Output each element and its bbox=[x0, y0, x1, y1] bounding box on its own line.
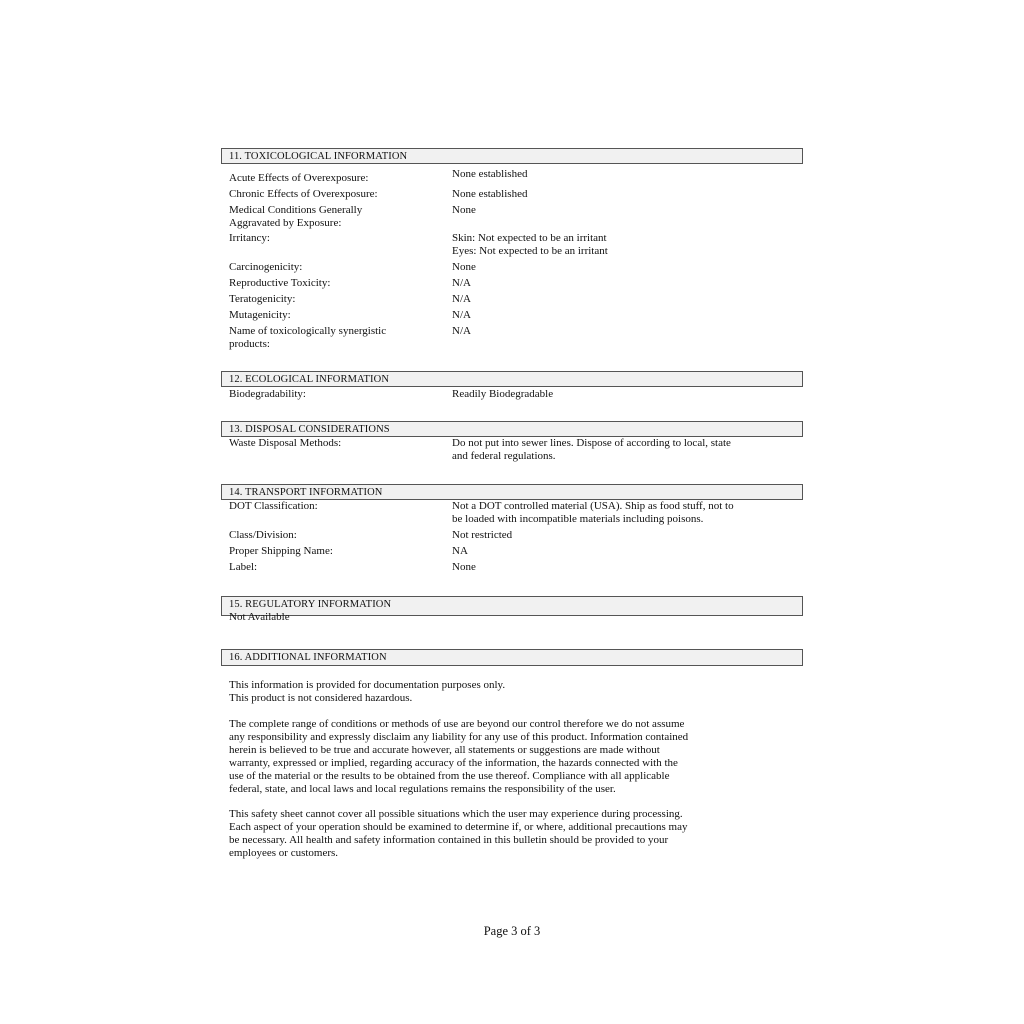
section-title: 12. ECOLOGICAL INFORMATION bbox=[229, 374, 389, 385]
page-number: Page 3 of 3 bbox=[483, 924, 541, 938]
section-header-ecological bbox=[221, 371, 803, 387]
field-label-mutagenicity: Mutagenicity: bbox=[229, 309, 291, 321]
field-value-biodegradability: Readily Biodegradable bbox=[452, 388, 554, 400]
field-label-carcinogenicity: Carcinogenicity: bbox=[229, 261, 303, 273]
paragraph-safety-sheet: This safety sheet cannot cover all possible situations which the user may experience during processing. Each aspect of your operation should be examined to determine if, or where, additional precautions may be necessary. All health and safety information contained in this bulletin should be provided to your employees or customers. bbox=[229, 808, 688, 859]
paragraph-documentation: This information is provided for documentation purposes only. This product is not considered hazardous. bbox=[229, 679, 506, 704]
field-value-label: None bbox=[452, 561, 476, 573]
section-title: 14. TRANSPORT INFORMATION bbox=[229, 487, 383, 498]
section-title: 16. ADDITIONAL INFORMATION bbox=[229, 652, 387, 663]
field-label-dot-classification: DOT Classification: bbox=[229, 500, 318, 512]
field-value-dot-classification: Not a DOT controlled material (USA). Ship as food stuff, not to be loaded with incompatible materials including poisons. bbox=[452, 500, 734, 525]
regulatory-body-text: Not Available bbox=[229, 611, 290, 623]
field-value-class-division: Not restricted bbox=[452, 529, 513, 541]
section-title: 15. REGULATORY INFORMATION bbox=[229, 599, 392, 610]
section-header-disposal bbox=[221, 421, 803, 437]
section-header-toxicological bbox=[221, 148, 803, 164]
field-label-chronic: Chronic Effects of Overexposure: bbox=[229, 188, 378, 200]
field-label-reproductive-toxicity: Reproductive Toxicity: bbox=[229, 277, 331, 289]
field-value-waste-disposal: Do not put into sewer lines. Dispose of according to local, state and federal regulations. bbox=[452, 437, 731, 462]
field-value-medical-conditions: None bbox=[452, 204, 476, 216]
section-header-transport bbox=[221, 484, 803, 500]
field-label-shipping-name: Proper Shipping Name: bbox=[229, 545, 333, 557]
field-label-teratogenicity: Teratogenicity: bbox=[229, 293, 296, 305]
field-label-medical-conditions: Medical Conditions Generally Aggravated by Exposure: bbox=[229, 204, 363, 229]
field-value-mutagenicity: N/A bbox=[452, 309, 471, 321]
field-value-acute: None established bbox=[452, 168, 528, 180]
field-value-chronic: None established bbox=[452, 188, 528, 200]
section-title: 13. DISPOSAL CONSIDERATIONS bbox=[229, 424, 390, 435]
field-label-synergistic-products: Name of toxicologically synergistic products: bbox=[229, 325, 387, 350]
field-label-biodegradability: Biodegradability: bbox=[229, 388, 306, 400]
field-value-irritancy: Skin: Not expected to be an irritant Eyes: Not expected to be an irritant bbox=[452, 232, 608, 257]
field-value-reproductive-toxicity: N/A bbox=[452, 277, 471, 289]
section-title: 11. TOXICOLOGICAL INFORMATION bbox=[229, 151, 408, 162]
field-label-class-division: Class/Division: bbox=[229, 529, 297, 541]
field-label-label: Label: bbox=[229, 561, 258, 573]
field-value-teratogenicity: N/A bbox=[452, 293, 471, 305]
field-value-shipping-name: NA bbox=[452, 545, 468, 557]
field-value-carcinogenicity: None bbox=[452, 261, 476, 273]
field-value-synergistic-products: N/A bbox=[452, 325, 471, 337]
field-label-irritancy: Irritancy: bbox=[229, 232, 270, 244]
paragraph-disclaimer: The complete range of conditions or methods of use are beyond our control therefore we do not assume any responsibility and expressly disclaim any liability for any use of this product. Information contained herein is believed to be true and accurate however, all statements or suggestions are made without warranty, expressed or implied, regarding accuracy of the information, the hazards connected with the use of the material or the results to be obtained from the use thereof. Compliance with all applicable federal, state, and local laws and local regulations remains the responsibility of the user. bbox=[229, 718, 689, 795]
section-header-additional bbox=[221, 649, 803, 666]
field-label-acute: Acute Effects of Overexposure: bbox=[229, 172, 369, 184]
field-label-waste-disposal: Waste Disposal Methods: bbox=[229, 437, 342, 449]
